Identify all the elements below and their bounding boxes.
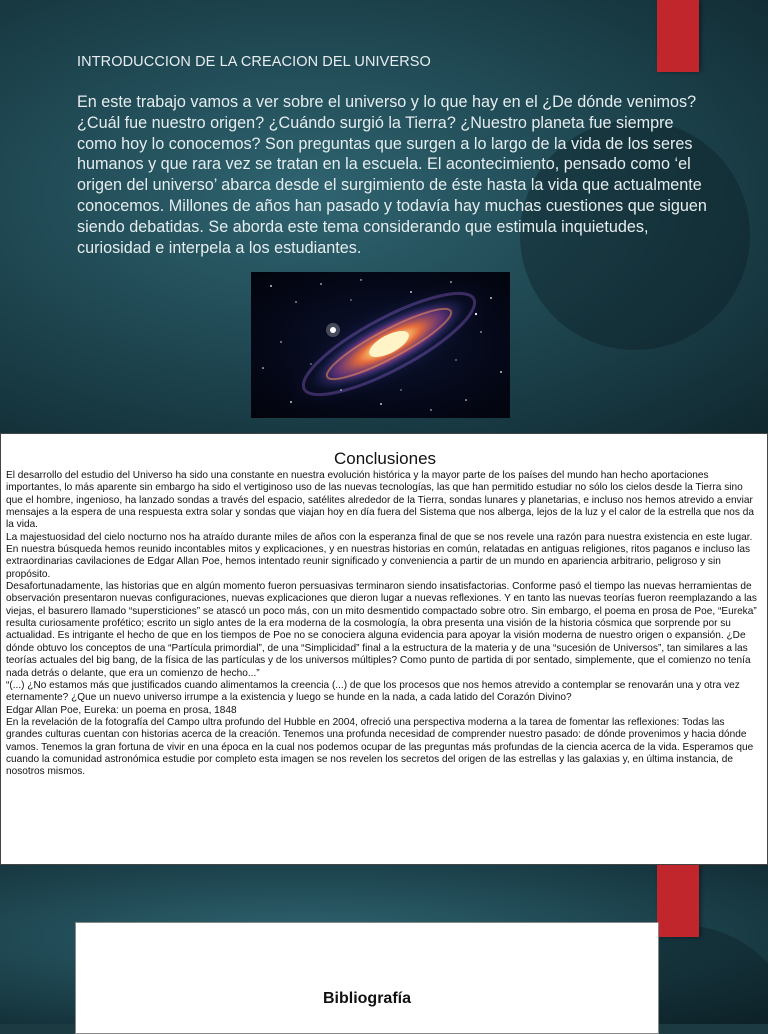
galaxy-illustration — [251, 272, 510, 418]
conclusiones-heading: Conclusiones — [333, 449, 437, 468]
slide-body-text: En este trabajo vamos a ver sobre el universo y lo que hay en el ¿De dónde venimos? ¿Cuál fue nuestro origen? ¿Cuándo surgió la Tierra? ¿Nuestro planeta fue siempre como hoy lo conocemos? Son preguntas que surgen a lo largo de la vida de los seres humanos y que rara vez se tratan en la escuela. El acontecimiento, pensado como ‘el origen del universo’ abarca desde el surgimiento de éste hasta la vida que actualmente conocemos. Millones de años han pasado y todavía hay muchas cuestiones que siguen siendo debatidas. Se aborda este tema considerando que estimula inquietudes, curiosidad e interpela a los estudiantes. — [77, 93, 707, 257]
paragraph: El desarrollo del estudio del Universo ha sido una constante en nuestra evolución histórica y la mayor parte de los países del mundo han hecho aportaciones importantes, lo más aparente sin embargo ha sido el vertiginoso uso de las nuevas tecnologías, las que han permitido estudiar no sólo los cielos desde la Tierra sino que el hombre, ingenioso, ha lanzado sondas a través del espacio, satélites alrededor de la Tierra, sondas lunares y planetarias, e incluso nos hemos atrevido a enviar mensajes a la espera de una respuesta extra solar y sondas que viajan hoy en día fuera del Sistema que nos alberga, lejos de la luz y el calor de la estrella que nos da la vida. — [6, 470, 754, 531]
paragraph: La majestuosidad del cielo nocturno nos ha atraído durante miles de años con la esperanza final de que se nos revele una razón para nuestra existencia en este lugar. En nuestra búsqueda hemos reunido incontables mitos y explicaciones, y en nuestras historias en común, relatadas en antiguas religiones, ritos paganos e incluso las extraordinarias cavilaciones de Edgar Allan Poe, hemos intentado reunir significado y conveniencia a partir de un mundo en apariencia arbitrario, peligroso y sin propósito. — [6, 531, 753, 580]
galaxy-image — [251, 272, 510, 418]
conclusiones-page — [0, 433, 768, 865]
bibliografia-heading: Bibliografía — [322, 990, 411, 1007]
red-accent-tab — [657, 0, 699, 72]
paragraph: En la revelación de la fotografía del Campo ultra profundo del Hubble en 2004, ofreció una perspectiva moderna a la tarea de fomentar las reflexiones: Todas las grandes culturas cuentan con historias acerca de la creación. Tenemos una profunda necesidad de comprender nuestro pasado: de dónde provenimos y hacia dónde vamos. Tenemos la gran fortuna de vivir en una época en la cual nos podemos ocupar de las preguntas más profundas de la ciencia acerca de la vida. Esperamos que cuando la comunidad astronómica estudie por completo esta imagen se nos revelen los secretos del origen de las estrellas y las galaxias y, en última instancia, de nosotros mismos. — [6, 716, 754, 778]
slide-title: INTRODUCCION DE LA CREACION DEL UNIVERSO — [77, 54, 431, 70]
bibliografia-page — [75, 922, 659, 1034]
conclusiones-text — [6, 470, 762, 779]
red-accent-tab — [657, 865, 699, 937]
paragraph: Desafortunadamente, las historias que en algún momento fueron persuasivas terminaron siendo insatisfactorias. Conforme pasó el tiempo las nuevas herramientas de observación presentaron nuevas configuraciones, nuevas explicaciones que dieron lugar a nuevas reflexiones. Y en tanto las nuevas teorías fueron reemplazando a las viejas, el basurero llamado “supersticiones” se atascó un poco más, con un mito desmentido compactado sobre otro. Sin embargo, el poema en prosa de Poe, “Eureka” resulta curiosamente profético; escrito un siglo antes de la era moderna de la cosmología, la obra presenta una visión de la historia cósmica que sorprende por su actualidad. Es intrigante el hecho de que en los tiempos de Poe no se conociera alguna evidencia para apoyar la visión moderna de nuestro origen o expansión. ¿De dónde obtuvo los conceptos de una “Partícula primordial”, de una “Simplicidad” final a la estructura de la materia y de una “sucesión de Universos”, tan similares a las teorías actuales del big bang, de la física de las partículas y de los universos múltiples? Como punto de partida di por sentado, simplemente, que el comienzo no tenía nada detrás o delante, que era un comienzo de hecho...” — [6, 581, 757, 679]
quote-paragraph: “(...) ¿No estamos más que justificados cuando alimentamos la creencia (...) de que los procesos que nos hemos atrevido a contemplar se renovarán una y otra vez eternamente? ¿Que un nuevo universo irrumpe a la existencia y luego se hunde en la nada, a cada latido del Corazón Divino? — [6, 679, 740, 704]
quote-attribution: Edgar Allan Poe, Eureka: un poema en prosa, 1848 — [6, 704, 237, 716]
intro-slide — [0, 0, 768, 433]
